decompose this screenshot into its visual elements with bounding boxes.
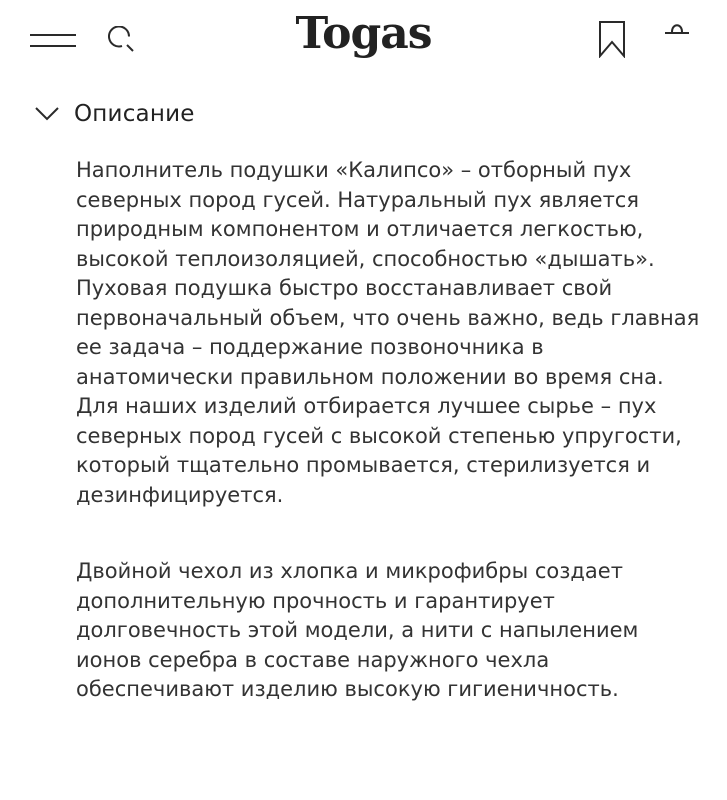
brand-logo[interactable]: Togas — [295, 8, 432, 59]
bookmark-icon[interactable] — [598, 20, 626, 58]
description-accordion-toggle[interactable] — [34, 96, 195, 132]
description-content — [76, 156, 706, 705]
chevron-down-icon — [34, 105, 60, 123]
section-title: Описание — [74, 101, 195, 127]
top-navigation-bar — [0, 0, 727, 80]
cart-icon[interactable] — [664, 22, 690, 42]
description-paragraph: Двойной чехол из хлопка и микрофибры создает дополнительную прочность и гарантирует долговечность этой модели, а нити с напылением ионов серебра в составе наружного чехла обеспечивают изделию высокую гигиеничность. — [76, 559, 639, 701]
description-paragraph: Наполнитель подушки «Калипсо» – отборный пух северных пород гусей. Натуральный пух является природным компонентом и отличается легкостью, высокой теплоизоляцией, способностью «дышать». Пуховая подушка быстро восстанавливает свой первоначальный объем, что очень важно, ведь главная ее задача – поддержание позвоночника в анатомически правильном положении во время сна. Для наших изделий отбирается лучшее сырье – пух северных пород гусей с высокой степенью упругости, который тщательно промывается, стерилизуется и дезинфицируется. — [76, 158, 700, 507]
